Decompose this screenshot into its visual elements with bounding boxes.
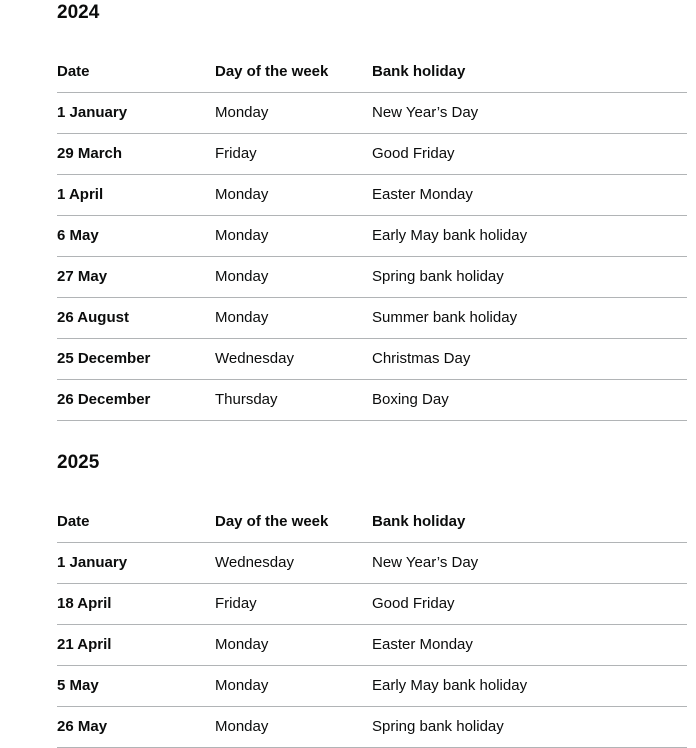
holiday-name: Early May bank holiday: [372, 666, 687, 707]
holiday-date: 25 December: [57, 339, 215, 380]
holiday-date: 1 April: [57, 175, 215, 216]
table-header-row: [57, 502, 687, 543]
holiday-date: 6 May: [57, 216, 215, 257]
holiday-weekday: Monday: [215, 93, 372, 134]
holiday-date: 1 January: [57, 93, 215, 134]
year-heading: 2024: [57, 2, 100, 23]
holiday-weekday: Monday: [215, 298, 372, 339]
holiday-weekday: Monday: [215, 707, 372, 748]
table-row: [57, 584, 687, 625]
column-header-holiday: Bank holiday: [372, 52, 687, 93]
column-header-holiday: Bank holiday: [372, 502, 687, 543]
holiday-name: New Year’s Day: [372, 93, 687, 134]
column-header-date: Date: [57, 502, 215, 543]
table-row: [57, 339, 687, 380]
holiday-date: 1 January: [57, 543, 215, 584]
table-row: [57, 216, 687, 257]
table-row: [57, 175, 687, 216]
holiday-table: [57, 52, 687, 421]
holiday-name: New Year’s Day: [372, 543, 687, 584]
table-row: [57, 298, 687, 339]
holiday-date: 26 August: [57, 298, 215, 339]
table-row: [57, 257, 687, 298]
column-header-day: Day of the week: [215, 502, 372, 543]
table-row: [57, 707, 687, 748]
column-header-day: Day of the week: [215, 52, 372, 93]
holiday-weekday: Friday: [215, 134, 372, 175]
holiday-weekday: Monday: [215, 216, 372, 257]
holiday-date: 27 May: [57, 257, 215, 298]
holiday-date: 26 December: [57, 380, 215, 421]
holiday-name: Good Friday: [372, 134, 687, 175]
holiday-table: [57, 502, 687, 748]
holiday-weekday: Wednesday: [215, 339, 372, 380]
holiday-weekday: Friday: [215, 584, 372, 625]
holiday-name: Spring bank holiday: [372, 257, 687, 298]
year-section-2025: [57, 451, 687, 748]
holiday-date: 26 May: [57, 707, 215, 748]
holiday-name: Spring bank holiday: [372, 707, 687, 748]
holiday-weekday: Monday: [215, 175, 372, 216]
holiday-date: 21 April: [57, 625, 215, 666]
table-header-row: [57, 52, 687, 93]
holiday-date: 29 March: [57, 134, 215, 175]
holiday-date: 18 April: [57, 584, 215, 625]
holiday-weekday: Monday: [215, 257, 372, 298]
holiday-weekday: Monday: [215, 666, 372, 707]
holiday-name: Christmas Day: [372, 339, 687, 380]
year-section-2024: [57, 1, 687, 421]
bank-holidays-content: [57, 0, 687, 748]
year-heading: 2025: [57, 452, 100, 473]
holiday-weekday: Wednesday: [215, 543, 372, 584]
holiday-name: Easter Monday: [372, 175, 687, 216]
holiday-name: Boxing Day: [372, 380, 687, 421]
holiday-date: 5 May: [57, 666, 215, 707]
holiday-name: Early May bank holiday: [372, 216, 687, 257]
table-row: [57, 380, 687, 421]
table-row: [57, 543, 687, 584]
holiday-weekday: Monday: [215, 625, 372, 666]
table-row: [57, 666, 687, 707]
table-row: [57, 134, 687, 175]
holiday-weekday: Thursday: [215, 380, 372, 421]
column-header-date: Date: [57, 52, 215, 93]
holiday-name: Good Friday: [372, 584, 687, 625]
table-row: [57, 625, 687, 666]
holiday-name: Summer bank holiday: [372, 298, 687, 339]
table-row: [57, 93, 687, 134]
holiday-name: Easter Monday: [372, 625, 687, 666]
